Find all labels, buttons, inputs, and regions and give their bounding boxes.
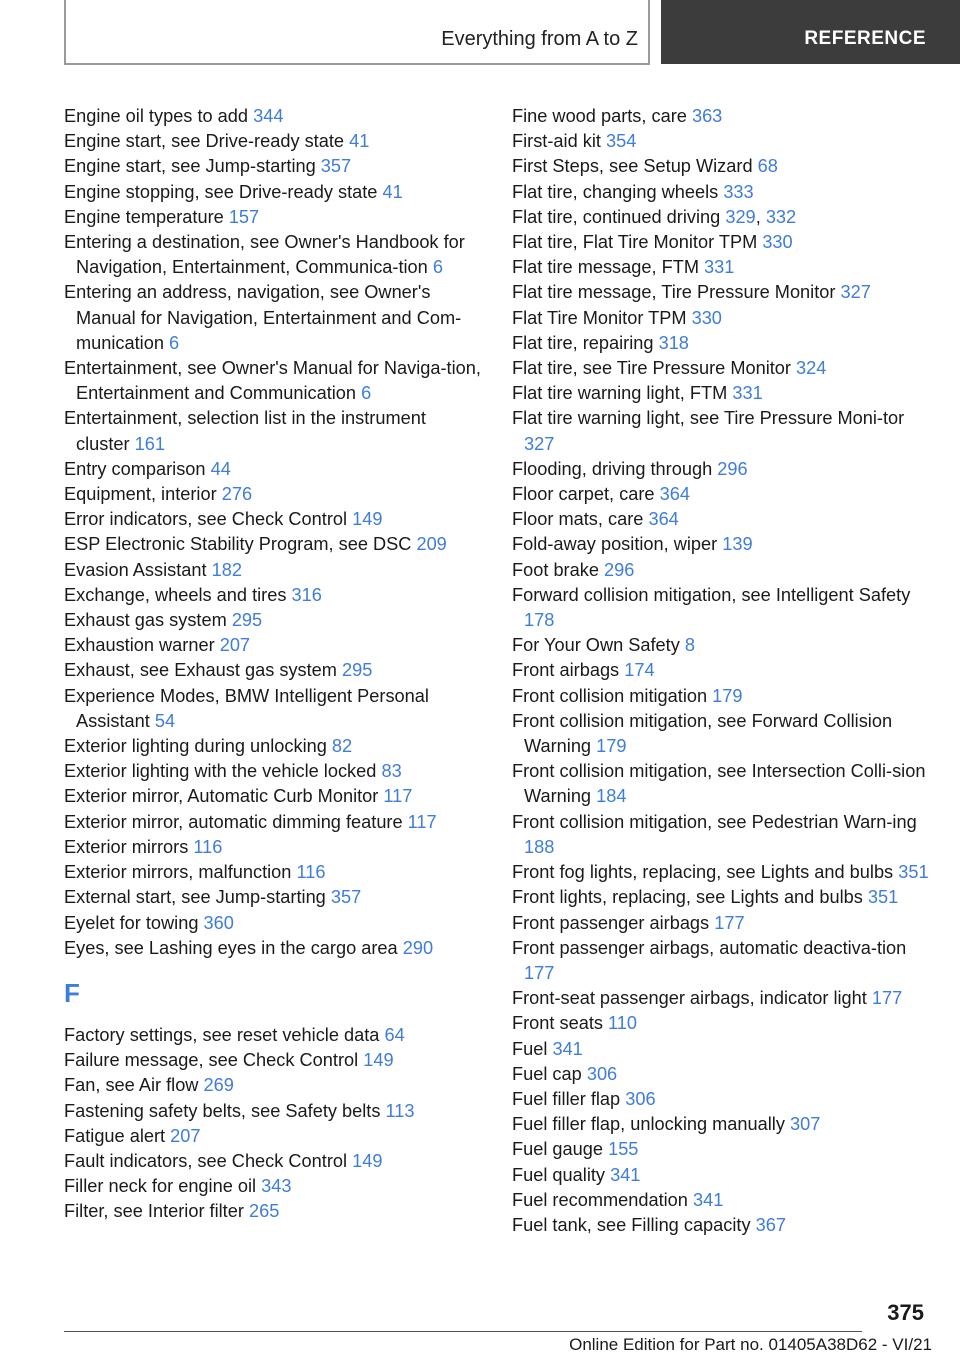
page-link[interactable]: 110	[608, 1013, 638, 1034]
page-link[interactable]: 331	[732, 383, 763, 404]
index-entry	[64, 1124, 484, 1149]
index-entry-text: Entertainment, selection list in the instrument cluster	[64, 408, 426, 454]
index-entry-text: Entry comparison	[64, 458, 206, 479]
index-entry	[512, 1087, 937, 1112]
page-link[interactable]: 179	[596, 736, 627, 757]
index-entry-text: Engine stopping, see Drive-ready state	[64, 181, 378, 202]
index-entry-text: Exterior mirrors	[64, 836, 189, 857]
index-entry-text: Front passenger airbags, automatic deactiva-tion	[512, 937, 907, 958]
index-entry	[512, 1137, 937, 1162]
index-entry-text: Engine start, see Drive-ready state	[64, 131, 345, 152]
page-link[interactable]: 207	[219, 635, 251, 656]
index-entry-text: Front passenger airbags	[512, 912, 710, 933]
index-entry-text: Eyelet for towing	[64, 912, 199, 933]
page-link[interactable]: 296	[604, 559, 635, 580]
page-link[interactable]: 364	[659, 484, 690, 505]
index-entry-text: Engine oil types to add	[64, 106, 249, 126]
section-title: Everything from A to Z	[441, 28, 638, 50]
page-link[interactable]: 174	[624, 660, 655, 681]
index-entry-text: Foot brake	[512, 559, 599, 580]
page-link[interactable]: 149	[352, 1150, 383, 1171]
page-link[interactable]: 6	[169, 332, 180, 353]
index-entry	[64, 482, 484, 507]
index-entry-text: Fuel recommendation	[512, 1189, 688, 1210]
page-link[interactable]: 177	[524, 962, 555, 983]
index-entry	[64, 1048, 484, 1073]
page-link[interactable]: 327	[840, 282, 871, 303]
index-entry-text: Experience Modes, BMW Intelligent Personal Assistant	[64, 685, 429, 731]
index-entry-text: Fine wood parts, care	[512, 106, 687, 126]
index-entry-text: For Your Own Safety	[512, 635, 680, 656]
index-entry	[64, 104, 484, 129]
page-link[interactable]: 184	[596, 786, 627, 807]
index-entry	[512, 331, 937, 356]
index-entry	[512, 759, 937, 809]
page-link[interactable]: 116	[296, 862, 326, 883]
index-entry-text: Evasion Assistant	[64, 559, 207, 580]
index-entry-text: Fastening safety belts, see Safety belts	[64, 1100, 381, 1121]
index-entry-text: Front collision mitigation	[512, 685, 708, 706]
index-entry-text: Entertainment, see Owner's Manual for Naviga-tion, Entertainment and Communication	[64, 358, 481, 404]
page-link[interactable]: 265	[248, 1201, 280, 1222]
page-link[interactable]: 6	[432, 257, 443, 278]
index-entry-text: Front-seat passenger airbags, indicator light	[512, 988, 867, 1009]
index-entry-text: Forward collision mitigation, see Intelligent Safety	[512, 584, 911, 605]
index-entry-text: Fold-away position, wiper	[512, 534, 718, 555]
page-link[interactable]: 295	[342, 660, 373, 681]
index-entry	[64, 784, 484, 809]
page-link[interactable]: 116	[193, 836, 223, 857]
index-entry-text: Exterior lighting during unlocking	[64, 736, 327, 757]
index-entry	[512, 709, 937, 759]
index-entry	[64, 759, 484, 784]
index-entry-text: Engine start, see Jump-starting	[64, 156, 316, 177]
index-entry-text: Front collision mitigation, see Forward Collision Warning	[512, 710, 893, 757]
index-entry-text: Error indicators, see Check Control	[64, 509, 348, 530]
index-entry-text: Front seats	[512, 1013, 603, 1034]
index-entry-text: Fan, see Air flow	[64, 1075, 199, 1096]
page-link[interactable]: 327	[524, 433, 555, 454]
index-entry-text: Equipment, interior	[64, 484, 217, 505]
page-link[interactable]: 113	[385, 1100, 415, 1121]
index-entry	[64, 1149, 484, 1174]
page-link[interactable]: 41	[382, 181, 403, 202]
index-entry-text: Front airbags	[512, 660, 620, 681]
index-entry-text: Fuel	[512, 1038, 548, 1059]
index-entry-text: Front collision mitigation, see Intersection Colli-sion Warning	[512, 761, 926, 807]
index-entry-text: Engine temperature	[64, 206, 224, 227]
index-entry-text: Fuel tank, see Filling capacity	[512, 1214, 751, 1235]
index-entry	[64, 280, 484, 356]
page-link[interactable]: 354	[605, 131, 637, 152]
index-entry	[64, 406, 484, 456]
index-entry	[512, 230, 937, 255]
index-entry	[64, 1023, 484, 1048]
page-link[interactable]: 307	[790, 1114, 821, 1135]
index-entry-text: Flat tire, see Tire Pressure Monitor	[512, 358, 791, 379]
page-link[interactable]: 6	[361, 383, 372, 404]
page-link[interactable]: 324	[796, 358, 827, 379]
index-entry	[64, 558, 484, 583]
page-link[interactable]: 179	[712, 685, 743, 706]
index-entry-text: Floor mats, care	[512, 509, 644, 530]
index-entry	[512, 104, 937, 129]
index-entry-text: Exhaustion warner	[64, 635, 215, 656]
page-link[interactable]: 8	[684, 635, 696, 656]
index-entry	[64, 583, 484, 608]
page-link[interactable]: 161	[134, 433, 165, 454]
index-entry	[512, 381, 937, 406]
index-entry	[64, 835, 484, 860]
index-entry-text: Front lights, replacing, see Lights and bulbs	[512, 887, 863, 908]
index-entry	[512, 558, 937, 583]
index-entry-text: Flooding, driving through	[512, 458, 713, 479]
index-entry	[512, 583, 937, 633]
page-link[interactable]: 44	[210, 458, 231, 479]
index-entry	[64, 810, 484, 835]
index-entry	[512, 356, 937, 381]
index-entry	[64, 684, 484, 734]
page-link[interactable]: 344	[253, 106, 284, 126]
page-link[interactable]: 333	[723, 181, 754, 202]
index-entry	[512, 1011, 937, 1036]
index-entry-text: Entering a destination, see Owner's Handbook for Navigation, Entertainment, Communica-tion	[64, 232, 465, 278]
page-link[interactable]: 329	[725, 206, 756, 227]
page-link[interactable]: 149	[352, 509, 383, 530]
edition-text: Online Edition for Part no. 01405A38D62 - VI/21	[569, 1335, 932, 1354]
page-link[interactable]: 177	[714, 912, 745, 933]
index-entry-text: Fault indicators, see Check Control	[64, 1150, 348, 1171]
page-link[interactable]: 117	[383, 786, 413, 807]
index-entry	[64, 1099, 484, 1124]
index-entry	[512, 860, 937, 885]
index-entry-text: Flat tire message, FTM	[512, 257, 699, 278]
index-entry-text: Exterior mirror, automatic dimming feature	[64, 811, 403, 832]
index-entry	[512, 406, 937, 456]
page-link[interactable]: 209	[416, 534, 447, 555]
index-entry-text: Flat tire warning light, FTM	[512, 383, 728, 404]
index-entry-text: Exterior mirror, Automatic Curb Monitor	[64, 786, 379, 807]
page-link[interactable]: 295	[231, 610, 263, 631]
index-entry: Flat tire, continued driving 329, 332	[512, 206, 797, 227]
index-entry-text: Eyes, see Lashing eyes in the cargo area	[64, 937, 398, 958]
index-entry	[512, 1062, 937, 1087]
index-entry-text: Flat tire message, Tire Pressure Monitor	[512, 282, 836, 303]
index-entry-text: External start, see Jump-starting	[64, 887, 326, 908]
page-link[interactable]: 54	[154, 710, 176, 731]
index-entry	[64, 885, 484, 910]
page-link[interactable]: 41	[349, 131, 370, 152]
page-link[interactable]: 269	[203, 1075, 234, 1096]
page-link[interactable]: 367	[755, 1214, 786, 1235]
index-entry	[512, 986, 937, 1011]
page-link[interactable]: 82	[331, 736, 353, 757]
index-entry	[64, 129, 484, 154]
index-entry-text: Exterior lighting with the vehicle locked	[64, 761, 377, 782]
reference-tab-label: REFERENCE	[804, 28, 926, 49]
index-entry	[512, 1213, 937, 1238]
page-link[interactable]: 68	[757, 156, 778, 177]
index-entry	[512, 885, 937, 910]
page-link[interactable]: 182	[211, 559, 242, 580]
page-link[interactable]: 117	[407, 811, 437, 832]
index-entry-text: Fuel gauge	[512, 1139, 604, 1160]
index-entry	[512, 154, 937, 179]
index-entry-text: Fuel filler flap	[512, 1088, 621, 1109]
page-link[interactable]: 276	[221, 484, 253, 505]
page-link[interactable]: 296	[717, 458, 748, 479]
index-entry-text: Filler neck for engine oil	[64, 1176, 257, 1197]
index-entry-text: Exchange, wheels and tires	[64, 584, 287, 605]
page-number: 375	[887, 1300, 924, 1325]
index-entry	[64, 734, 484, 759]
index-entry	[64, 457, 484, 482]
index-entry	[512, 1112, 937, 1137]
index-entry-text: Flat tire, changing wheels	[512, 181, 719, 202]
page-link[interactable]: 139	[722, 534, 753, 555]
index-entry	[64, 154, 484, 179]
page-link[interactable]: 351	[898, 862, 929, 883]
index-entry	[64, 1073, 484, 1098]
page-link[interactable]: 157	[228, 206, 260, 227]
index-entry	[512, 482, 937, 507]
letter-heading: F	[64, 977, 80, 1008]
index-entry	[512, 280, 937, 305]
page-link[interactable]: 316	[291, 584, 322, 605]
index-entry-text: Fatigue alert	[64, 1125, 166, 1146]
page-link[interactable]: 83	[381, 761, 402, 782]
page-link[interactable]: 178	[524, 610, 555, 631]
page-link[interactable]: 330	[762, 232, 793, 253]
index-entry-text: ESP Electronic Stability Program, see DSC	[64, 534, 412, 555]
index-entry	[512, 1188, 937, 1213]
page-link[interactable]: 363	[691, 106, 723, 126]
index-entry-text: Fuel cap	[512, 1063, 582, 1084]
index-entry	[64, 205, 484, 230]
header-frame-bottom	[64, 63, 650, 65]
header-frame-left	[64, 0, 66, 64]
index-entry-text: Fuel quality	[512, 1164, 606, 1185]
index-entry-text: Flat tire, repairing	[512, 332, 654, 353]
index-entry	[512, 1163, 937, 1188]
page-link[interactable]: 341	[552, 1038, 583, 1059]
index-entry	[64, 507, 484, 532]
page-link[interactable]: 331	[704, 257, 735, 278]
page-link[interactable]: 306	[625, 1088, 656, 1109]
page-link[interactable]: 357	[330, 887, 362, 908]
index-entry	[512, 532, 937, 557]
index-entry	[512, 684, 937, 709]
page-link[interactable]: 290	[402, 937, 434, 958]
index-entry-text: Failure message, see Check Control	[64, 1050, 359, 1071]
page-link[interactable]: 306	[586, 1063, 618, 1084]
page-link[interactable]: 64	[384, 1024, 405, 1045]
index-entry	[64, 911, 484, 936]
index-entry	[64, 860, 484, 885]
header-frame-right	[648, 0, 650, 64]
index-entry-text: Floor carpet, care	[512, 484, 655, 505]
index-entry	[64, 532, 484, 557]
index-entry	[64, 1199, 484, 1224]
index-entry-text: Flat Tire Monitor TPM	[512, 307, 687, 328]
index-entry	[512, 658, 937, 683]
page-link[interactable]: 318	[658, 332, 689, 353]
index-entry-text: Front collision mitigation, see Pedestrian Warn-ing	[512, 811, 917, 832]
index-entry-text: Flat tire warning light, see Tire Pressure Moni-tor	[512, 408, 905, 429]
footer-divider	[64, 1331, 862, 1332]
index-entry	[512, 1037, 937, 1062]
page-link[interactable]: 149	[363, 1050, 394, 1071]
index-entry	[64, 633, 484, 658]
index-entry	[64, 936, 484, 961]
reference-tab	[661, 0, 960, 64]
index-entry-text: Front fog lights, replacing, see Lights and bulbs	[512, 862, 894, 883]
index-column-left	[64, 104, 484, 1225]
index-entry	[64, 230, 484, 280]
index-column-right	[512, 104, 937, 1238]
page-link[interactable]: 341	[692, 1189, 724, 1210]
index-entry	[64, 1174, 484, 1199]
index-entry	[512, 255, 937, 280]
index-entry	[64, 658, 484, 683]
index-entry	[512, 129, 937, 154]
index-entry-text: Exhaust, see Exhaust gas system	[64, 660, 337, 681]
index-entry	[512, 457, 937, 482]
index-entry	[512, 936, 937, 986]
index-entry-text: Flat tire, continued driving	[512, 206, 721, 227]
page-link[interactable]: 351	[867, 887, 899, 908]
index-entry-text: Factory settings, see reset vehicle data	[64, 1024, 380, 1045]
index-entry	[512, 911, 937, 936]
index-entry	[512, 633, 937, 658]
index-entry	[512, 507, 937, 532]
index-entry	[64, 180, 484, 205]
index-entry	[512, 306, 937, 331]
index-entry	[64, 356, 484, 406]
page-link[interactable]: 207	[170, 1125, 201, 1146]
index-entry	[512, 180, 937, 205]
index-entry-text: Exhaust gas system	[64, 610, 227, 631]
index-entry-text: Flat tire, Flat Tire Monitor TPM	[512, 232, 758, 253]
index-entry-text: Exterior mirrors, malfunction	[64, 862, 292, 883]
page-link[interactable]: 177	[871, 988, 903, 1009]
page-link[interactable]: 360	[203, 912, 234, 933]
index-entry-text: First-aid kit	[512, 131, 601, 152]
page-link[interactable]: 364	[648, 509, 679, 530]
page-link[interactable]: 357	[320, 156, 352, 177]
index-entry-text: Filter, see Interior filter	[64, 1201, 244, 1222]
page-link[interactable]: 330	[691, 307, 722, 328]
page-link[interactable]: 188	[524, 836, 555, 857]
index-entry-text: First Steps, see Setup Wizard	[512, 156, 753, 177]
index-entry	[64, 608, 484, 633]
page-link[interactable]: 155	[608, 1139, 639, 1160]
index-entry-text: Fuel filler flap, unlocking manually	[512, 1114, 785, 1135]
index-entry	[512, 810, 937, 860]
page-link[interactable]: 341	[610, 1164, 641, 1185]
page-link[interactable]: 332	[765, 206, 797, 227]
index-entry-text: Entering an address, navigation, see Owner's Manual for Navigation, Entertainment and Com-munication	[64, 282, 462, 353]
page-link[interactable]: 343	[261, 1176, 292, 1197]
